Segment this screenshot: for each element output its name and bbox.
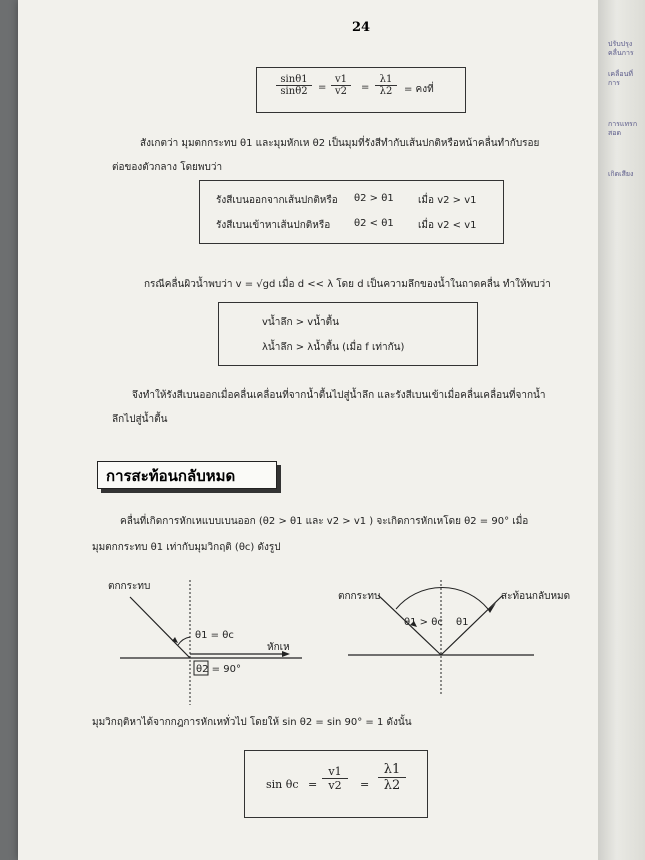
bend-out-condition: θ2 > θ1 xyxy=(354,193,394,204)
sin-ratio xyxy=(276,74,312,97)
edge-text-3: การแทรกสอด xyxy=(608,120,638,137)
velocity-ratio xyxy=(331,74,351,97)
sin-theta-c: sin θc xyxy=(266,778,299,791)
paragraph-4-line-1: คลื่นที่เกิดการหักเหแบบเบนออก (θ2 > θ1 และ v2 > v1 ) จะเกิดการหักเหโดย θ2 = 90° เมื่อ xyxy=(120,516,529,527)
paragraph-4-line-2: มุมตกกระทบ θ1 เท่ากับมุมวิกฤติ (θc) ดังรูป xyxy=(92,542,281,553)
section-heading: การสะท้อนกลับหมด xyxy=(97,461,277,489)
wavelength-comparison: λน้ำลึก > λน้ำตื้น (เมื่อ f เท่ากัน) xyxy=(262,342,405,353)
refracted-label: หักเห xyxy=(267,642,290,653)
equals-sign: = xyxy=(308,778,318,791)
bend-in-label: รังสีเบนเข้าหาเส้นปกติหรือ xyxy=(216,220,331,231)
v2: v2 xyxy=(334,86,347,97)
greater-critical-angle-label: θ1 > θc xyxy=(404,617,443,628)
paragraph-3-line-2: ลึกไปสู่น้ำตื้น xyxy=(112,414,168,425)
total-reflection-diagram xyxy=(338,575,598,700)
constant-text: = คงที่ xyxy=(404,84,434,95)
v2-critical: v2 xyxy=(328,779,342,792)
bend-out-when: เมื่อ v2 > v1 xyxy=(418,195,477,206)
paragraph-1-line-1: สังเกตว่า มุมตกกระทบ θ1 และมุมหักเห θ2 เป็นมุมที่รังสีทำกับเส้นปกติหรือหน้าคลื่นทำกับรอย xyxy=(140,138,540,149)
bend-in-condition: θ2 < θ1 xyxy=(354,218,394,229)
incident-label-right: ตกกระทบ xyxy=(338,591,381,602)
page-number: 24 xyxy=(352,20,371,35)
underlying-page-edge xyxy=(598,0,645,860)
wavelength-ratio xyxy=(375,74,397,97)
total-reflection-label: สะท้อนกลับหมด xyxy=(501,591,571,602)
lambda2-critical: λ2 xyxy=(383,778,401,793)
v1-critical: v1 xyxy=(322,765,348,779)
sin-theta2: sinθ2 xyxy=(280,86,308,97)
bend-out-label: รังสีเบนออกจากเส้นปกติหรือ xyxy=(216,195,338,206)
critical-angle-diagram xyxy=(102,575,317,710)
refraction-angle-label: θ2 = 90° xyxy=(196,664,241,675)
edge-text-1: ปรับปรุงคลื่นการ xyxy=(608,40,634,57)
lambda1-critical: λ1 xyxy=(378,762,406,778)
sin-theta1: sinθ1 xyxy=(276,74,312,86)
critical-angle-label: θ1 = θc xyxy=(195,630,234,641)
textbook-page xyxy=(18,0,603,860)
equals-sign: = xyxy=(318,82,327,93)
wavelength-ratio-critical xyxy=(378,762,406,793)
bend-in-when: เมื่อ v2 < v1 xyxy=(418,220,477,231)
edge-text-4: เกิดเสียง xyxy=(608,170,634,178)
equals-sign: = xyxy=(360,778,370,791)
velocity-ratio-critical xyxy=(322,765,348,792)
water-depth-box xyxy=(218,302,478,366)
paragraph-3-line-1: จึงทำให้รังสีเบนออกเมื่อคลื่นเคลื่อนที่จากน้ำตื้นไปสู่น้ำลึก และรังสีเบนเข้าเมื่อคลื่นเคลื่อนที่จากน้ำ xyxy=(132,390,546,401)
velocity-comparison: vน้ำลึก > vน้ำตื้น xyxy=(262,317,339,328)
lambda2: λ2 xyxy=(379,86,393,97)
v1: v1 xyxy=(331,74,351,86)
reflection-angle-label: θ1 xyxy=(456,617,469,628)
incident-label-left: ตกกระทบ xyxy=(108,581,151,592)
paragraph-5: มุมวิกฤติหาได้จากกฎการหักเหทั่วไป โดยให้ sin θ2 = sin 90° = 1 ดังนั้น xyxy=(92,717,412,728)
paragraph-2: กรณีคลื่นผิวน้ำพบว่า v = √gd เมื่อ d << λ โดย d เป็นความลึกของน้ำในถาดคลื่น ทำให้พบว่า xyxy=(144,279,551,290)
paragraph-1-line-2: ต่อของตัวกลาง โดยพบว่า xyxy=(112,162,223,173)
bending-rules-box xyxy=(199,180,504,244)
equals-sign: = xyxy=(361,82,370,93)
edge-text-2: เคลื่อนที่การ xyxy=(608,70,633,87)
lambda1: λ1 xyxy=(375,74,397,86)
